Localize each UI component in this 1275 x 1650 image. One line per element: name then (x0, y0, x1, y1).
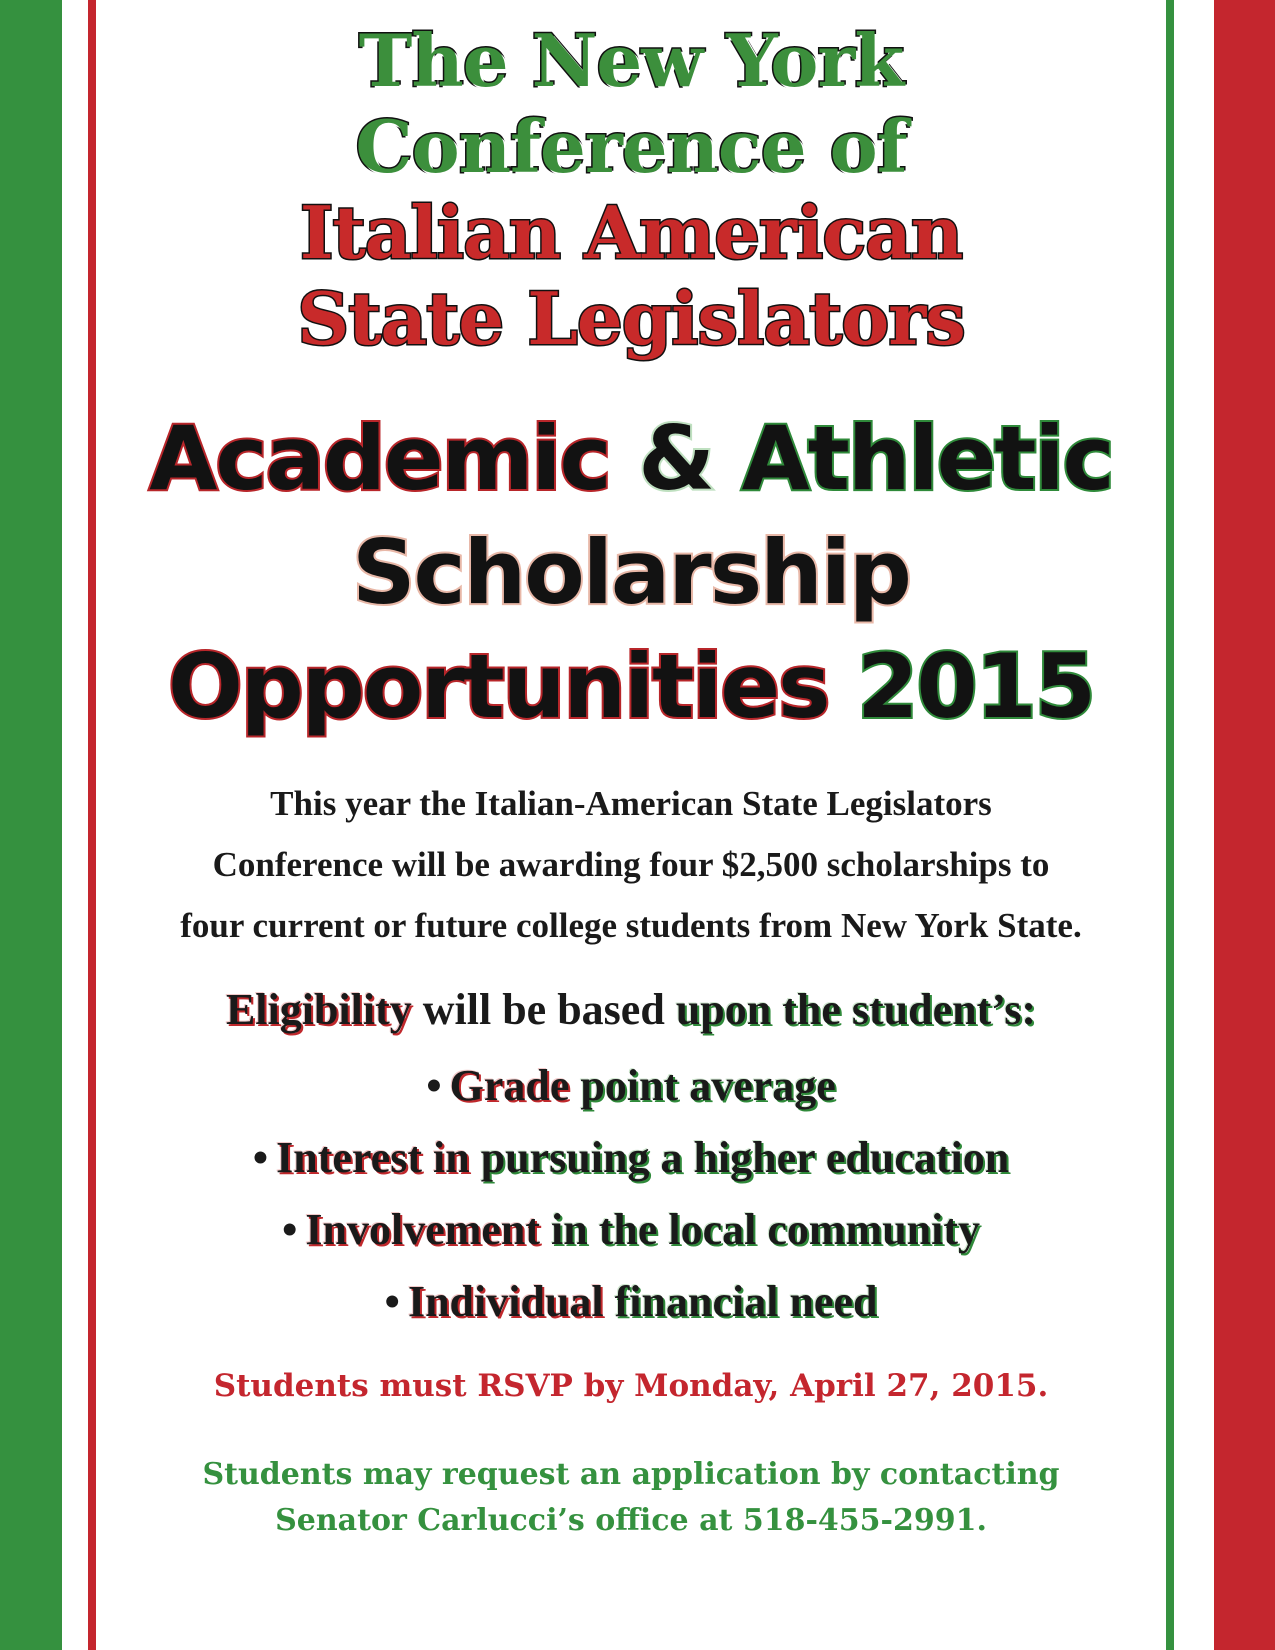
title-ampersand: & (638, 407, 714, 510)
bullet-icon: • (384, 1277, 400, 1326)
intro-paragraph (96, 773, 1166, 956)
eligibility-item-lead: Grade (449, 1061, 570, 1110)
eligibility-item-tail: pursuing a higher education (480, 1133, 1010, 1182)
bullet-icon: • (426, 1061, 442, 1110)
eligibility-item-lead: Interest in (276, 1133, 470, 1182)
eligibility-list (96, 1050, 1166, 1338)
scholarship-title-line-3 (96, 630, 1166, 744)
org-title-line-4: State Legislators (297, 276, 965, 361)
eligibility-item (96, 1266, 1166, 1338)
eligibility-item (96, 1050, 1166, 1122)
organization-title (96, 18, 1166, 362)
eligibility-item (96, 1122, 1166, 1194)
rsvp-deadline: Students must RSVP by Monday, April 27, 2015. (213, 1368, 1049, 1404)
red-border-band (1214, 0, 1275, 1650)
title-word-opportunities: Opportunities (167, 635, 829, 738)
title-word-athletic: Athletic (741, 407, 1113, 510)
org-title-line-3: Italian American (299, 190, 963, 275)
contact-info (96, 1452, 1166, 1544)
eligibility-item-lead: Involvement (305, 1205, 541, 1254)
title-year: 2015 (857, 635, 1095, 738)
eligibility-item-lead: Individual (407, 1277, 604, 1326)
white-border-band-right (1174, 0, 1214, 1650)
green-border-stripe-right (1166, 0, 1174, 1650)
title-word-academic: Academic (149, 407, 610, 510)
intro-line-3: four current or future college students from New York State. (180, 906, 1082, 945)
eligibility-heading (96, 980, 1166, 1040)
red-border-stripe-left (88, 0, 96, 1650)
eligibility-item-tail: in the local community (551, 1205, 981, 1254)
contact-line-1: Students may request an application by contacting (202, 1457, 1060, 1492)
bullet-icon: • (252, 1133, 269, 1182)
title-word-scholarship: Scholarship (352, 521, 910, 624)
bullet-icon: • (281, 1205, 298, 1254)
intro-line-2: Conference will be awarding four $2,500 scholarships to (212, 845, 1050, 884)
scholarship-title (96, 402, 1166, 744)
contact-line-2: Senator Carlucci’s office at 518-455-2991. (275, 1503, 987, 1538)
org-title-line-1: The New York (358, 18, 904, 103)
white-border-band-left (62, 0, 88, 1650)
eligibility-item (96, 1194, 1166, 1266)
scholarship-title-line-1 (96, 402, 1166, 516)
scholarship-title-line-2 (96, 516, 1166, 630)
eligibility-heading-lead: Eligibility (225, 985, 412, 1034)
intro-line-1: This year the Italian-American State Legislators (270, 784, 992, 823)
eligibility-item-tail: financial need (614, 1277, 878, 1326)
eligibility-heading-tail: upon the student’s: (675, 985, 1037, 1034)
eligibility-item-tail: point average (580, 1061, 836, 1110)
org-title-line-2: Conference of (355, 104, 907, 189)
green-border-band (0, 0, 62, 1650)
flyer-content (96, 0, 1166, 1650)
eligibility-heading-mid: will be based (422, 985, 665, 1034)
